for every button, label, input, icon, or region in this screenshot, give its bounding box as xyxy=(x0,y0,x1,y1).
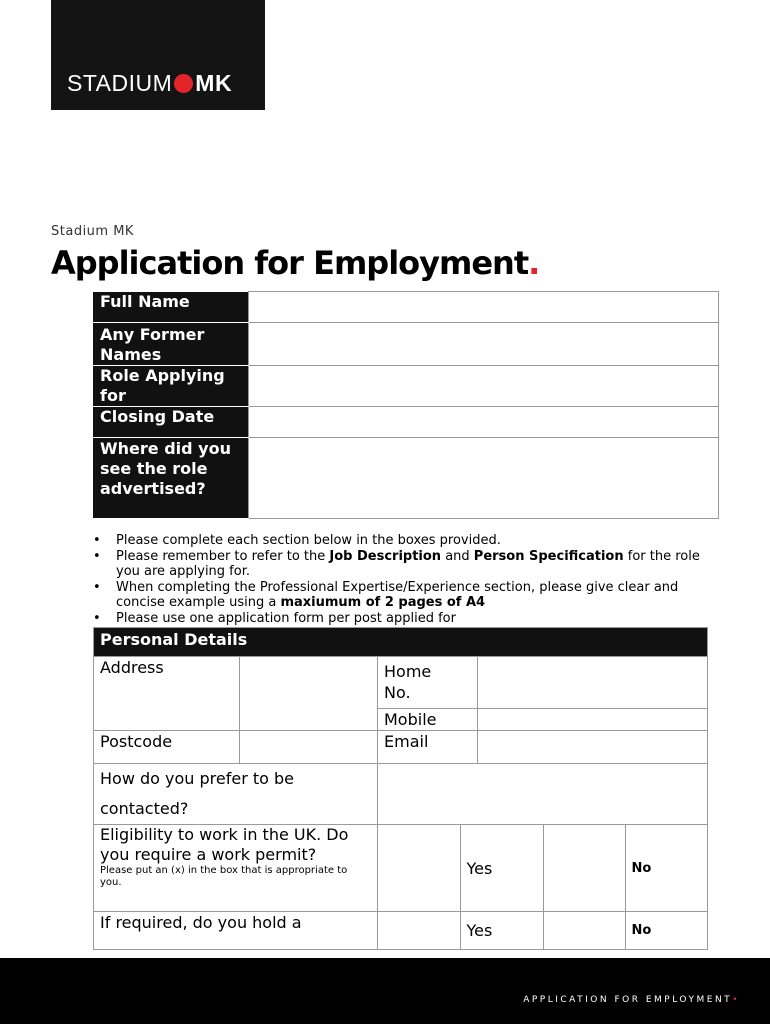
advert-source-field[interactable] xyxy=(249,438,719,519)
applicant-table xyxy=(93,291,719,519)
list-item xyxy=(93,549,713,580)
role-field[interactable] xyxy=(249,366,719,407)
email-label: Email xyxy=(378,731,478,764)
permit-yes-label: Yes xyxy=(460,912,543,949)
permit-hold-label: If required, do you hold a xyxy=(94,912,378,950)
closing-date-label: Closing Date xyxy=(94,407,249,438)
eligibility-label xyxy=(94,825,378,912)
personal-details-table xyxy=(93,627,708,950)
contact-preference-label xyxy=(94,764,378,825)
permit-yes-box[interactable] xyxy=(378,912,460,949)
email-field[interactable] xyxy=(478,731,708,764)
note-text: Please use one application form per post applied for xyxy=(116,610,456,626)
eligibility-no-box[interactable] xyxy=(543,825,625,911)
page-title xyxy=(51,244,539,282)
note-bold: maxiumum of 2 pages of A4 xyxy=(280,595,486,610)
eligibility-question: Eligibility to work in the UK. Do you require a work permit? xyxy=(100,825,349,864)
list-item xyxy=(93,611,713,627)
note-text: Please remember to refer to the xyxy=(116,548,330,564)
logo xyxy=(51,0,265,110)
postcode-label: Postcode xyxy=(94,731,240,764)
permit-hold-options-grid xyxy=(378,912,708,949)
title-text: Application for Employment xyxy=(51,244,529,282)
note-text: for the role you are applying for. xyxy=(116,548,700,579)
note-text: and xyxy=(441,548,474,564)
instructions-list xyxy=(93,533,713,626)
note-bold: Person Specification xyxy=(473,548,624,564)
address-label: Address xyxy=(94,657,240,731)
note-text: When completing the Professional Expertise/Experience section, please give clear and concise example using a xyxy=(116,579,679,610)
closing-date-field[interactable] xyxy=(249,407,719,438)
personal-details-heading: Personal Details xyxy=(94,628,708,657)
former-names-label: Any Former Names xyxy=(94,323,249,366)
eligibility-no-label: No xyxy=(625,825,708,911)
permit-hold-options xyxy=(378,912,708,950)
footer-label xyxy=(523,995,740,1005)
home-phone-field[interactable] xyxy=(478,657,708,709)
home-label: Home xyxy=(384,662,432,681)
postcode-field[interactable] xyxy=(240,731,378,764)
company-name: Stadium MK xyxy=(51,224,134,239)
eligibility-yes-box[interactable] xyxy=(378,825,460,911)
no-label: No. xyxy=(384,683,411,702)
title-accent-dot: . xyxy=(528,244,540,282)
eligibility-yes-label: Yes xyxy=(460,825,543,911)
footer-text: APPLICATION FOR EMPLOYMENT xyxy=(523,995,733,1005)
permit-no-box[interactable] xyxy=(543,912,625,949)
footer-bar xyxy=(0,958,770,1024)
home-no-label xyxy=(378,657,478,709)
contact-q-line1: How do you prefer to be xyxy=(100,769,295,788)
note-text: Please complete each section below in the boxes provided. xyxy=(116,533,501,548)
list-item xyxy=(93,580,713,611)
contact-preference-field[interactable] xyxy=(378,764,708,825)
eligibility-options-grid xyxy=(378,825,708,911)
contact-q-line2: contacted? xyxy=(100,799,189,818)
full-name-field[interactable] xyxy=(249,292,719,323)
permit-no-label: No xyxy=(625,912,708,949)
address-field[interactable] xyxy=(240,657,378,731)
logo-text-right: MK xyxy=(195,70,233,96)
mobile-field[interactable] xyxy=(478,709,708,731)
logo-text-left: STADIUM xyxy=(67,70,173,96)
logo-wordmark xyxy=(67,72,232,95)
role-label: Role Applying for xyxy=(94,366,249,407)
eligibility-options xyxy=(378,825,708,912)
logo-dot-icon xyxy=(174,74,193,93)
mobile-label: Mobile xyxy=(378,709,478,731)
footer-dot-icon: • xyxy=(732,995,740,1005)
list-item xyxy=(93,533,713,549)
note-bold: Job Description xyxy=(329,548,442,564)
former-names-field[interactable] xyxy=(249,323,719,366)
full-name-label: Full Name xyxy=(94,292,249,323)
eligibility-hint: Please put an (x) in the box that is appropriate to you. xyxy=(100,865,348,888)
advert-source-label: Where did you see the role advertised? xyxy=(94,438,249,519)
